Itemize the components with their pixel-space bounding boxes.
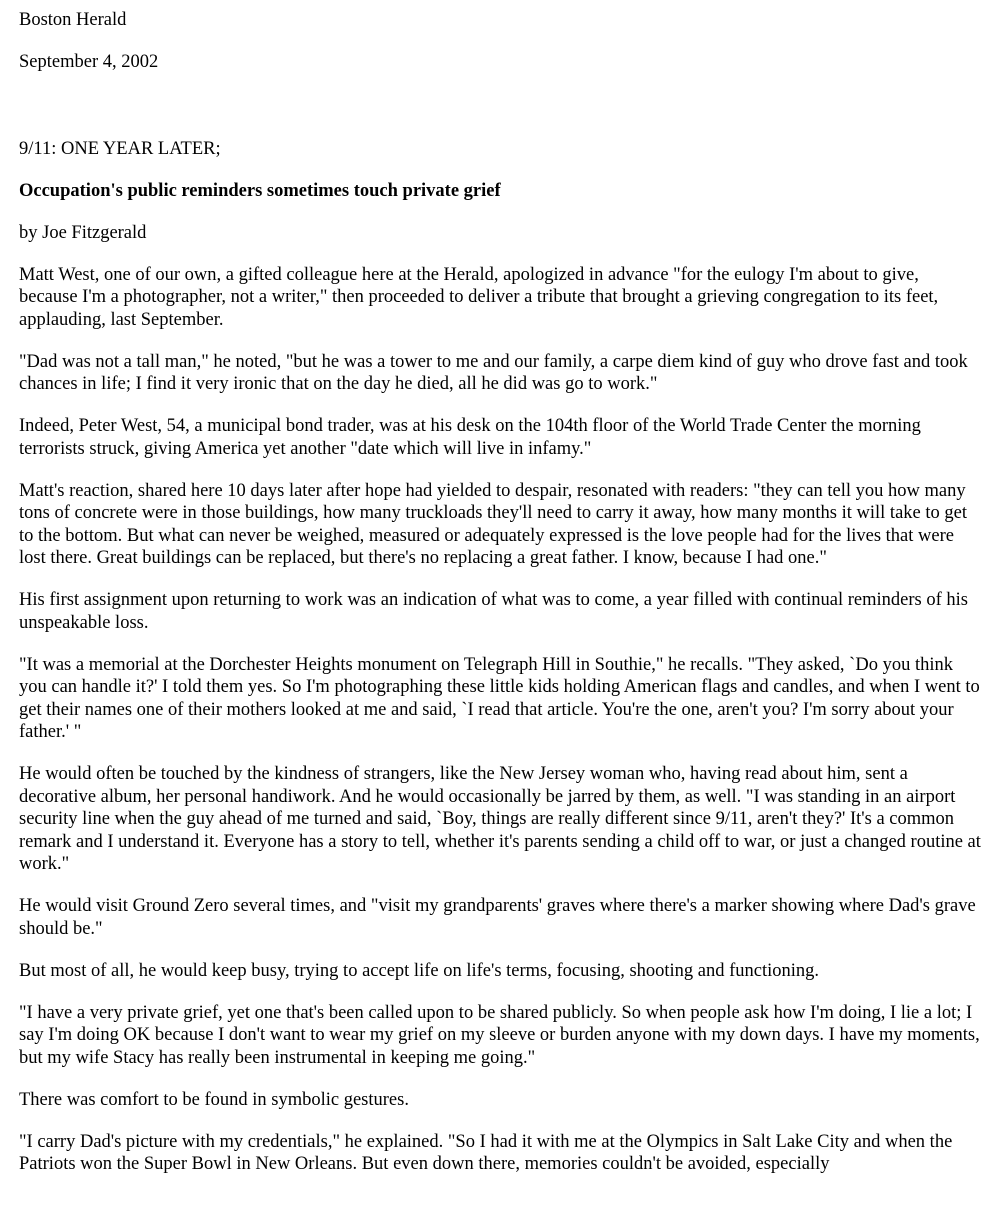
- article-paragraph: Matt West, one of our own, a gifted colleague here at the Herald, apologized in advance "for the eulogy I'm about to give, because I'm a photographer, not a writer," then proceeded to deliver a tribute that brought a grieving congregation to its feet, applauding, last September.: [19, 264, 939, 330]
- article-headline: Occupation's public reminders sometimes touch private grief: [19, 180, 501, 201]
- article-paragraph: Indeed, Peter West, 54, a municipal bond trader, was at his desk on the 104th floor of the World Trade Center the morning terrorists struck, giving America yet another "date which will live in infamy.": [19, 416, 921, 459]
- publication-name: Boston Herald: [19, 10, 127, 30]
- article-paragraph: "I carry Dad's picture with my credentials," he explained. "So I had it with me at the Olympics in Salt Lake City and when the Patriots won the Super Bowl in New Orleans. But even down there, memories couldn't be avoided, especially: [19, 1131, 953, 1174]
- section-heading: 9/11: ONE YEAR LATER;: [19, 138, 221, 159]
- article-paragraph: But most of all, he would keep busy, trying to accept life on life's terms, focusing, shooting and functioning.: [19, 960, 820, 981]
- article-paragraph: "It was a memorial at the Dorchester Heights monument on Telegraph Hill in Southie," he recalls. "They asked, `Do you think you can handle it?' I told them yes. So I'm photographing these little kids holding American flags and candles, and when I went to get their names one of their mothers looked at me and said, `I read that article. You're the one, aren't you? I'm sorry about your father.' ": [19, 654, 980, 742]
- article-paragraph: He would visit Ground Zero several times, and "visit my grandparents' graves where there's a marker showing where Dad's grave should be.": [19, 896, 976, 939]
- article-paragraph: "Dad was not a tall man," he noted, "but he was a tower to me and our family, a carpe diem kind of guy who drove fast and took chances in life; I find it very ironic that on the day he died, all he did was go to work.": [19, 351, 968, 394]
- article-paragraph: He would often be touched by the kindness of strangers, like the New Jersey woman who, having read about him, sent a decorative album, her personal handiwork. And he would occasionally be jarred by them, as well. "I was standing in an airport security line when the guy ahead of me turned and said, `Boy, things are really different since 9/11, aren't they?' It's a common remark and I understand it. Everyone has a story to tell, whether it's parents sending a child off to war, or just a changed routine at work.": [19, 764, 981, 874]
- article-paragraph: His first assignment upon returning to work was an indication of what was to come, a year filled with continual reminders of his unspeakable loss.: [19, 590, 968, 633]
- publication-date: September 4, 2002: [19, 52, 159, 72]
- article-paragraph: "I have a very private grief, yet one that's been called upon to be shared publicly. So when people ask how I'm doing, I lie a lot; I say I'm doing OK because I don't want to wear my grief on my sleeve or burden anyone with my down days. I have my moments, but my wife Stacy has really been instrumental in keeping me going.": [19, 1002, 980, 1068]
- article-byline: by Joe Fitzgerald: [19, 222, 147, 243]
- article-paragraph: There was comfort to be found in symbolic gestures.: [19, 1089, 409, 1110]
- article-paragraph: Matt's reaction, shared here 10 days later after hope had yielded to despair, resonated with readers: "they can tell you how many tons of concrete were in those buildings, how many truckloads they'll need to carry it away, how many months it will take to get to the bottom. But what can never be weighed, measured or adequately expressed is the love people had for the lives that were lost there. Great buildings can be replaced, but there's no replacing a great father. I know, because I had one.": [19, 480, 967, 568]
